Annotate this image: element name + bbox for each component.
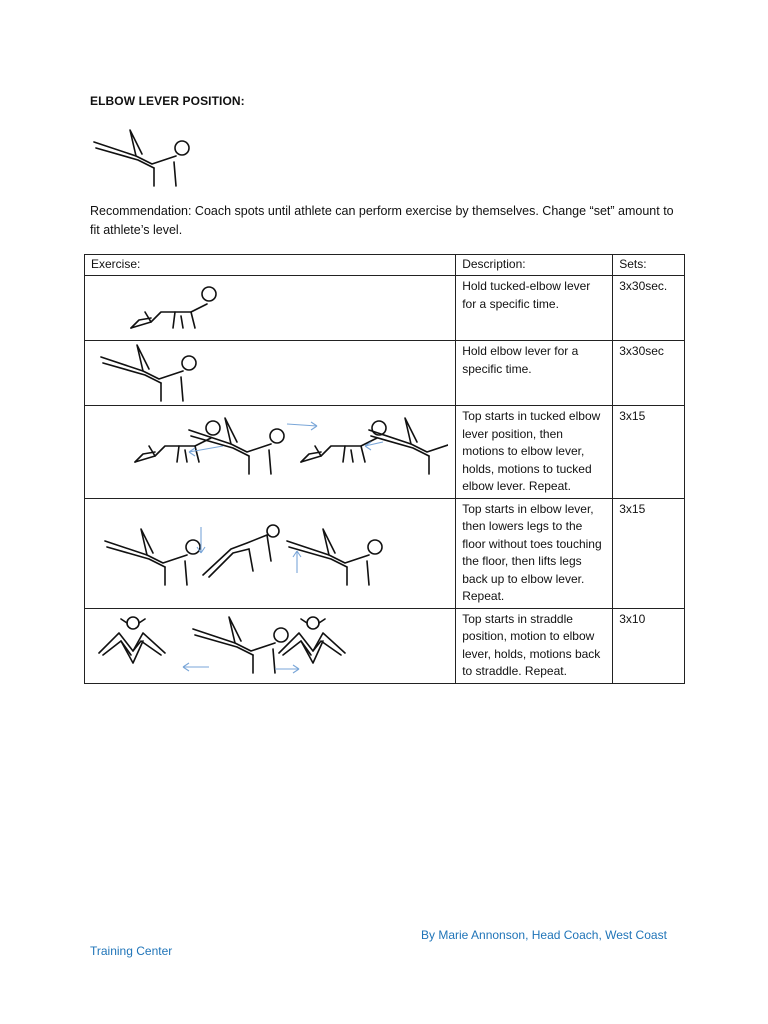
table-row (85, 498, 685, 608)
table-row (85, 608, 685, 683)
exercise-illustration (85, 276, 456, 341)
exercise-illustration (85, 498, 456, 608)
elbow-lever-figure-icon (105, 529, 200, 585)
author-credit-continued: Training Center (90, 944, 173, 958)
arrow-icon (197, 527, 205, 553)
description-cell: Top starts in tucked elbow lever position, then motions to elbow lever, holds, motions to tucked elbow lever. Repeat. (456, 406, 613, 499)
description-cell: Top starts in elbow lever, then lowers legs to the floor without toes touching the floor, then lifts legs back up to elbow lever. Repeat. (456, 498, 613, 608)
exercise-illustration (85, 341, 456, 406)
header-exercise: Exercise: (85, 255, 456, 276)
tucked-elbow-lever-figure-icon (301, 421, 386, 462)
tucked-elbow-lever-figure-icon (135, 421, 220, 462)
table-row (85, 406, 685, 499)
arrow-icon (189, 446, 223, 456)
elbow-lever-figure-icon (92, 128, 202, 192)
straddle-figure-icon (279, 617, 345, 663)
arrow-icon (293, 551, 301, 573)
elbow-lever-figure-icon (91, 343, 448, 403)
author-credit: By Marie Annonson, Head Coach, West Coast (421, 928, 667, 942)
straddle-figure-icon (99, 617, 165, 663)
exercise-table (84, 254, 685, 684)
page-title: ELBOW LEVER POSITION: (90, 94, 245, 108)
description-cell: Top starts in straddle position, motion to elbow lever, holds, motions back to straddle. Repeat. (456, 608, 613, 683)
sets-cell: 3x30sec (613, 341, 685, 406)
elbow-lever-figure-icon (189, 418, 284, 474)
exercise-illustration (85, 608, 456, 683)
header-description: Description: (456, 255, 613, 276)
table-row (85, 276, 685, 341)
table-header-row (85, 255, 685, 276)
elbow-lever-figure-icon (193, 617, 288, 673)
exercise-illustration (85, 406, 456, 499)
arrow-icon (183, 663, 209, 671)
lowered-legs-figure-icon (203, 535, 267, 577)
table-row (85, 341, 685, 406)
arrow-icon (287, 422, 317, 430)
description-cell: Hold tucked-elbow lever for a specific time. (456, 276, 613, 341)
recommendation-text: Recommendation: Coach spots until athlete can perform exercise by themselves. Change “set” amount to fit athlete’s level. (90, 204, 674, 237)
sets-cell: 3x15 (613, 498, 685, 608)
sets-cell: 3x15 (613, 406, 685, 499)
header-sets: Sets: (613, 255, 685, 276)
arrow-icon (275, 665, 299, 673)
elbow-lever-figure-icon (369, 418, 448, 474)
elbow-lever-figure-icon (287, 529, 382, 585)
sets-cell: 3x10 (613, 608, 685, 683)
sets-cell: 3x30sec. (613, 276, 685, 341)
tucked-elbow-lever-figure-icon (91, 278, 448, 338)
description-cell: Hold elbow lever for a specific time. (456, 341, 613, 406)
